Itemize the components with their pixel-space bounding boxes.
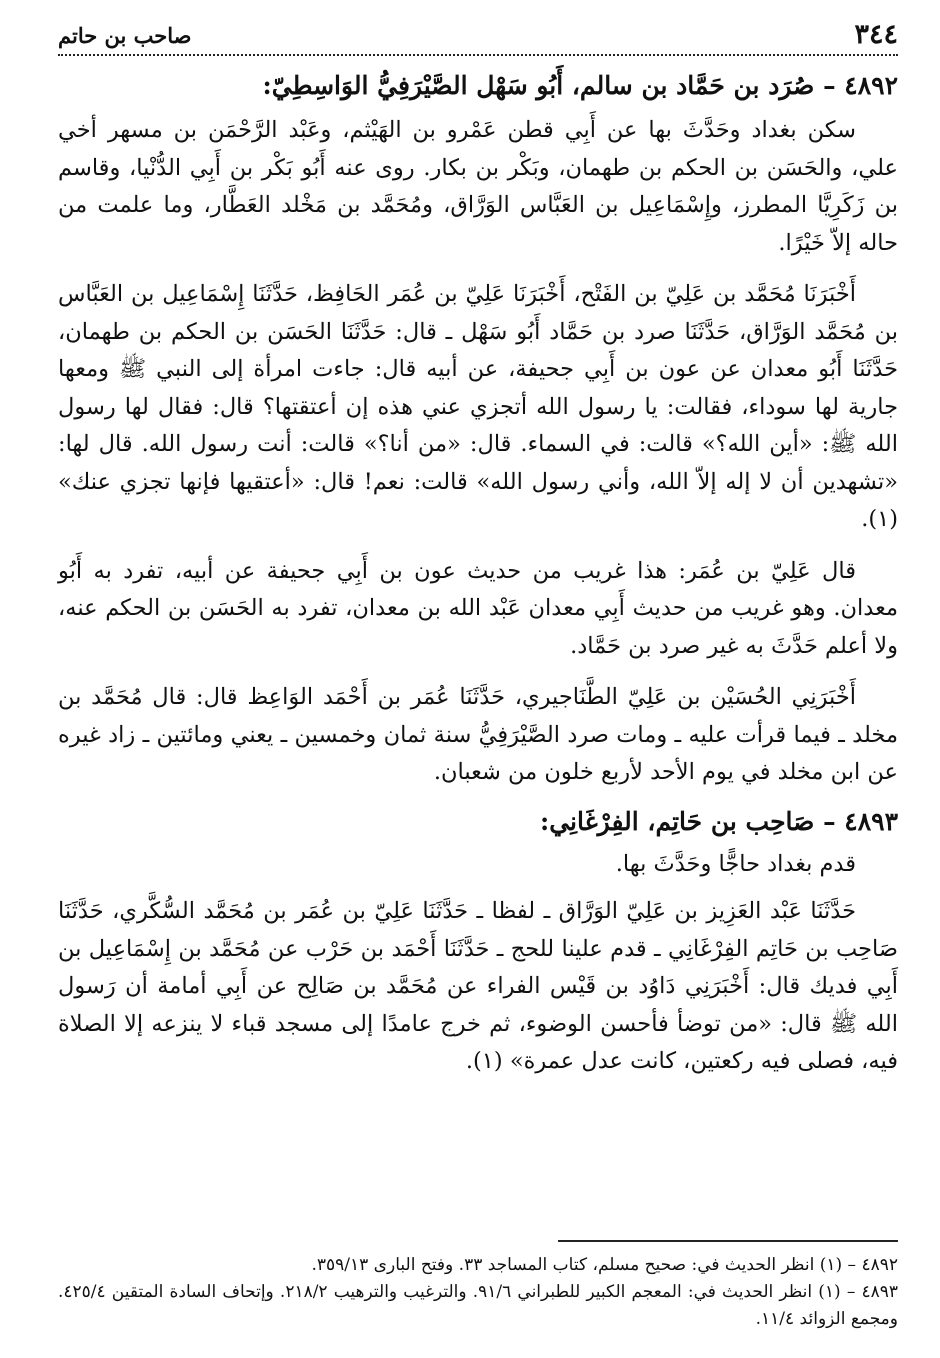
book-page [58, 18, 898, 1338]
entry-heading: ٤٨٩٣ – صَاحِب بن حَاتِم، الفِرْغَانِي: [539, 806, 898, 836]
biography-entry-4893 [58, 802, 898, 1081]
entry-paragraph: قدم بغداد حاجًّا وحَدَّثَ بها. [615, 850, 856, 877]
hadith-paragraph: أَخْبَرَنَا مُحَمَّد بن عَلِيّ بن الفَتْح، أَخْبَرَنَا عَلِيّ بن عُمَر الحَافِظ، حَدَّثَنَا إِسْمَاعِيل بن العَبَّاس بن مُحَمَّد الوَرَّاق، حَدَّثَنَا صرد بن حَمَّاد أَبُو سَهْل ـ قال: حَدَّثَنَا الحَسَن بن الحكم بن طهمان، حَدَّثَنَا أَبُو معدان عن عون بن أَبِي جحيفة، عن أبيه قال: جاءت امرأة إلى النبي ﷺ ومعها جارية لها سوداء، فقالت: يا رسول الله أتجزي عني هذه إن أعتقتها؟ قال: فقال لها رسول الله ﷺ: «أين الله؟» قالت: في السماء. قال: «من أنا؟» قالت: أنت رسول الله. قال لها: «تشهدين أن لا إله إلاّ الله، وأني رسول الله» قالت: نعم! قال: «أعتقيها فإنها تجزي عنك» (١). [58, 281, 898, 532]
footnotes [58, 1252, 898, 1333]
footnote: ٤٨٩٢ – (١) انظر الحديث في: صحيح مسلم، كتاب المساجد ٣٣. وفتح البارى ٣٥٩/١٣. [311, 1255, 898, 1275]
hadith-paragraph: حَدَّثَنَا عَبْد العَزِيز بن عَلِيّ الوَرَّاق ـ لفظا ـ حَدَّثَنَا عَلِيّ بن عُمَر بن مُحَمَّد السُّكَّري، حَدَّثَنَا صَاحِب بن حَاتِم الفِرْغَانِي ـ قدم علينا للحج ـ حَدَّثَنَا أَحْمَد بن حَرْب عن مُحَمَّد بن إِسْمَاعِيل بن أَبِي فديك قال: أَخْبَرَنِي دَاوُد بن قَيْس الفراء عن مُحَمَّد بن صَالِح عن أَبِي أمامة أن رَسول الله ﷺ قال: «من توضأ فأحسن الوضوء، ثم خرج عامدًا إلى مسجد قباء لا ينزعه إلا الصلاة فيه، فصلى فيه ركعتين، كانت عدل عمرة» (١). [58, 898, 898, 1074]
commentary-paragraph: قال عَلِيّ بن عُمَر: هذا غريب من حديث عون بن أَبِي جحيفة عن أبيه، تفرد به أَبُو معدان. وهو غريب من حديث أَبِي معدان عَبْد الله بن معدان، تفرد به الحَسَن بن الحكم عنه، ولا أعلم حَدَّثَ به غير صرد بن حَمَّاد. [58, 557, 898, 659]
entry-paragraph: سكن بغداد وحَدَّثَ بها عن أَبِي قطن عَمْرو بن الهَيْثم، وعَبْد الرَّحْمَن بن مسهر أخي علي، والحَسَن بن الحكم بن طهمان، وبَكْر بن بكار. روى عنه أَبُو بَكْر بن أَبِي الدُّنْيا، وقاسم بن زَكَرِيَّا المطرز، وإِسْمَاعِيل بن العَبَّاس الوَرَّاق، ومُحَمَّد بن مَخْلد العَطَّار، وما علمت من حاله إلاّ خَيْرًا. [58, 117, 898, 256]
page-number: ٣٤٤ [854, 19, 898, 50]
biography-entry-4892 [58, 66, 898, 792]
entry-heading: ٤٨٩٢ – صُرَد بن حَمَّاد بن سالم، أَبُو سَهْل الصَّيْرَفِيُّ الوَاسِطِيّ: [262, 71, 898, 100]
death-date-paragraph: أَخْبَرَنِي الحُسَيْن بن عَلِيّ الطَّنَاجيري، حَدَّثَنَا عُمَر بن أَحْمَد الوَاعِظ قال: قال مُحَمَّد بن مخلد ـ فيما قرأت عليه ـ ومات صرد الصَّيْرَفِيُّ سنة ثمان وخمسين ـ يعني ومائتين ـ زاد غيره عن ابن مخلد في يوم الأحد لأربع خلون من شعبان. [58, 684, 898, 785]
footnote-divider [558, 1240, 898, 1242]
running-title: صاحب بن حاتم [58, 23, 192, 48]
footnote: ٤٨٩٣ – (١) انظر الحديث في: المعجم الكبير للطبراني ٩١/٦. والترغيب والترهيب ٢١٨/٢. وإتحاف السادة المتقين ٤٢٥/٤. ومجمع الزوائد ١١/٤. [58, 1282, 898, 1329]
running-header [58, 18, 898, 56]
